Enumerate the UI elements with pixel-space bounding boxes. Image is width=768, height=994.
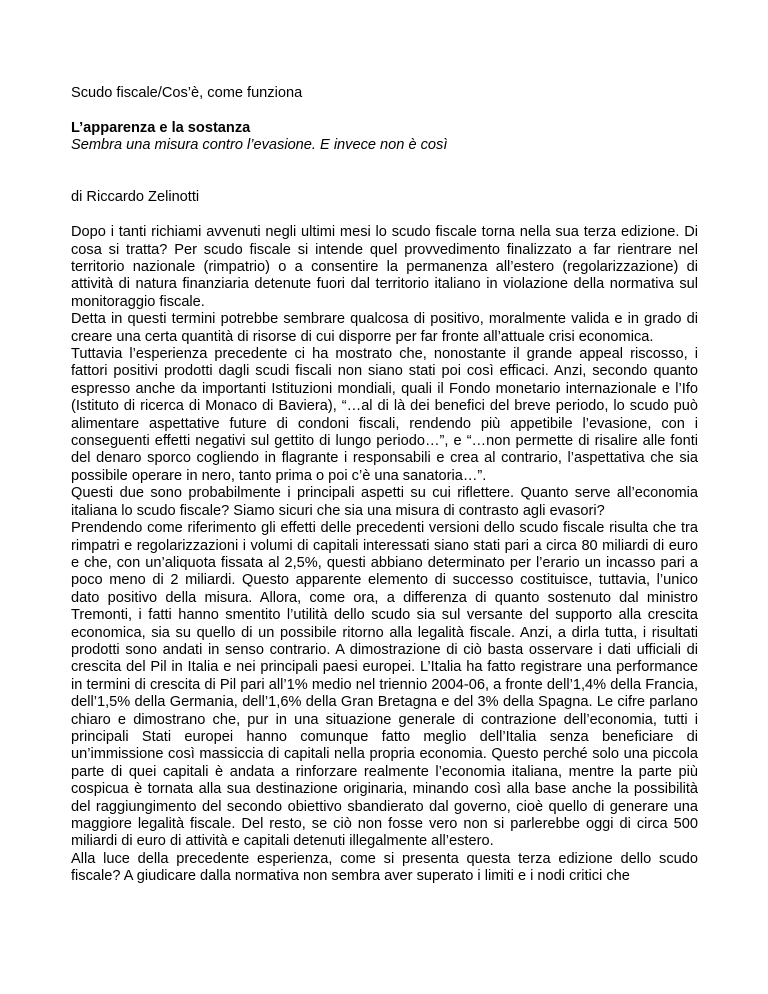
- article-headline: L’apparenza e la sostanza: [71, 119, 251, 136]
- document-page: [71, 85, 698, 886]
- article-subheadline: Sembra una misura contro l’evasione. E invece non è così: [71, 137, 448, 154]
- paragraph-6: Alla luce della precedente esperienza, come si presenta questa terza edizione dello scudo fiscale? A giudicare dalla normativa non sembra aver superato i limiti e i nodi critici che: [71, 850, 698, 885]
- paragraph-intro: Dopo i tanti richiami avvenuti negli ultimi mesi lo scudo fiscale torna nella sua terza edizione. Di cosa si tratta? Per scudo fiscale si intende quel provvedimento finalizzato a far rientrare nel territorio nazionale (rimpatrio) o a consentire la permanenza all’estero (regolarizzazione) di attività di natura finanziaria detenute fuori dal territorio italiano in violazione della normativa sul monitoraggio fiscale.: [71, 224, 698, 310]
- paragraph-3: Tuttavia l’esperienza precedente ci ha mostrato che, nonostante il grande appeal riscosso, i fattori positivi prodotti dagli scudi fiscali non siano stati poi così efficaci. Anzi, secondo quanto espresso anche da importanti Istituzioni mondiali, quali il Fondo monetario internazionale e l’Ifo (Istituto di ricerca di Monaco di Baviera), “…al di là dei benefici del breve periodo, lo scudo può alimentare aspettative future di condoni fiscali, rendendo più appetibile l’evasione, con i conseguenti effetti negativi sul gettito di lungo periodo…”, e “…non permette di risalire alle fonti del denaro sporco cogliendo in flagrante i responsabili e crea al contrario, l’aspettativa che sia possibile operare in nero, tanto prima o poi c’è una sanatoria…”.: [71, 346, 698, 484]
- paragraph-5: Prendendo come riferimento gli effetti delle precedenti versioni dello scudo fiscale risulta che tra rimpatri e regolarizzazioni i volumi di capitali interessati siano stati pari a circa 80 miliardi di euro e che, con un’aliquota fissata al 2,5%, questi abbiano determinato per l’erario un incasso pari a poco meno di 2 miliardi. Questo apparente elemento di successo costituisce, tuttavia, l’unico dato positivo della misura. Allora, come ora, a differenza di quanto sostenuto dal ministro Tremonti, i fatti hanno smentito l’utilità dello scudo sia sul versante del supporto alla crescita economica, sia su quello di un possibile ritorno alla legalità fiscale. Anzi, a dirla tutta, i risultati prodotti sono andati in senso contrario. A dimostrazione di ciò basta osservare i dati ufficiali di crescita del Pil in Italia e nei principali paesi europei. L’Italia ha fatto registrare una performance in termini di crescita di Pil pari all’1% medio nel triennio 2004-06, a fronte dell’1,4% della Francia, dell’1,5% della Germania, dell’1,6% della Gran Bretagna e del 3% della Spagna. Le cifre parlano chiaro e dimostrano che, pur in una situazione generale di contrazione dell’economia, tutti i principali Stati europei hanno comunque fatto meglio dell’Italia senza beneficiare di un’immissione così massiccia di capitali nella propria economia. Questo perché solo una piccola parte di quei capitali è andata a rinforzare realmente l’economia italiana, mentre la parte più cospicua è tornata alla sua destinazione originaria, minando così alla base anche la possibilità del raggiungimento del secondo obiettivo sbandierato dal governo, cioè quello di generare una maggiore legalità fiscale. Del resto, se ciò non fosse vero non si parlerebbe oggi di circa 500 miliardi di euro di attività e capitali detenuti illegalmente all’estero.: [71, 520, 698, 850]
- paragraph-4: Questi due sono probabilmente i principali aspetti su cui riflettere. Quanto serve all’economia italiana lo scudo fiscale? Siamo sicuri che sia una misura di contrasto agli evasori?: [71, 485, 698, 519]
- paragraph-2: Detta in questi termini potrebbe sembrare qualcosa di positivo, moralmente valida e in grado di creare una certa quantità di risorse di cui disporre per far fronte all’attuale crisi economica.: [71, 311, 698, 345]
- article-kicker: Scudo fiscale/Cos’è, come funziona: [71, 85, 303, 101]
- article-byline: di Riccardo Zelinotti: [71, 189, 200, 206]
